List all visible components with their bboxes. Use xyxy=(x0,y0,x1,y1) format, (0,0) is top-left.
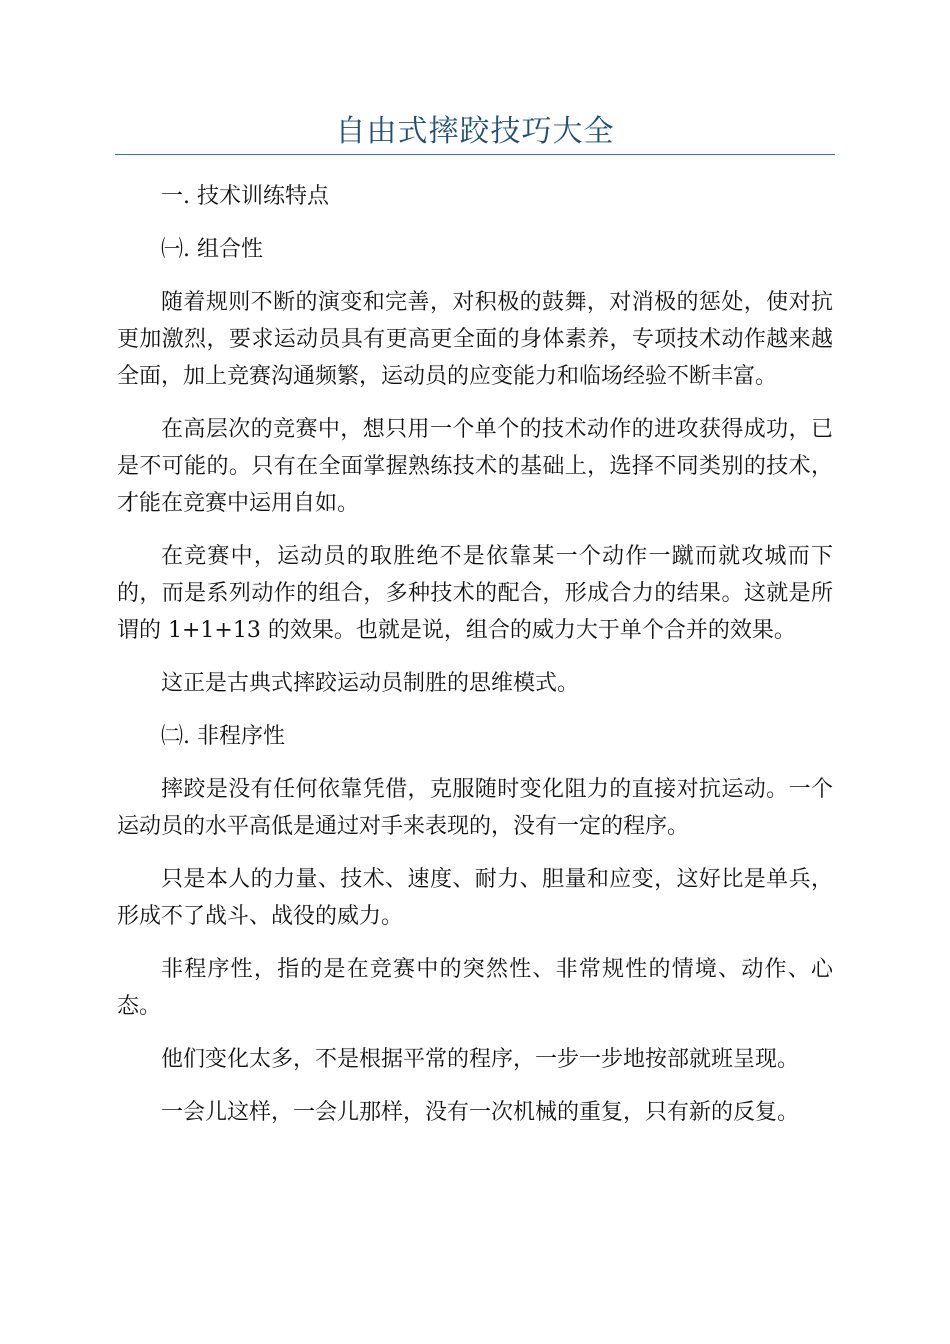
subsection-heading: ㈠. 组合性 xyxy=(161,237,263,262)
document-title: 自由式摔跤技巧大全 xyxy=(335,114,615,149)
title-underline xyxy=(115,154,835,155)
paragraph-spacer xyxy=(117,522,833,538)
section-heading: 一. 技术训练特点 xyxy=(161,184,329,209)
paragraph-spacer xyxy=(117,755,833,771)
body-paragraph: 只是本人的力量、技术、速度、耐力、胆量和应变，这好比是单兵，形成不了战斗、战役的威力。 xyxy=(117,867,833,929)
body-paragraph: 随着规则不断的演变和完善，对积极的鼓舞，对消极的惩处，使对抗更加激烈，要求运动员具有更高更全面的身体素养，专项技术动作越来越全面，加上竞赛沟通频繁，运动员的应变能力和临场经验不断丰富。 xyxy=(117,290,833,389)
document-body xyxy=(117,178,833,1131)
paragraph-spacer xyxy=(117,268,833,284)
body-paragraph: 摔跤是没有任何依靠凭借，克服随时变化阻力的直接对抗运动。一个运动员的水平高低是通过对手来表现的，没有一定的程序。 xyxy=(117,777,833,839)
paragraph-spacer xyxy=(117,935,833,951)
body-paragraph: 一会儿这样，一会儿那样，没有一次机械的重复，只有新的反复。 xyxy=(161,1100,800,1125)
paragraph-spacer xyxy=(117,845,833,861)
paragraph-spacer xyxy=(117,1025,833,1041)
body-paragraph: 他们变化太多，不是根据平常的程序，一步一步地按部就班呈现。 xyxy=(161,1047,800,1072)
paragraph-spacer xyxy=(117,215,833,231)
body-paragraph: 在高层次的竞赛中，想只用一个单个的技术动作的进攻获得成功，已是不可能的。只有在全面掌握熟练技术的基础上，选择不同类别的技术，才能在竞赛中运用自如。 xyxy=(117,417,833,516)
subsection-heading: ㈡. 非程序性 xyxy=(161,724,285,749)
paragraph-spacer xyxy=(117,395,833,411)
body-paragraph: 非程序性，指的是在竞赛中的突然性、非常规性的情境、动作、心态。 xyxy=(117,957,833,1019)
paragraph-spacer xyxy=(117,1078,833,1094)
body-paragraph: 在竞赛中，运动员的取胜绝不是依靠某一个动作一蹴而就攻城而下的，而是系列动作的组合，多种技术的配合，形成合力的结果。这就是所谓的 1+1+13 的效果。也就是说，组合的威力大于单个合并的效果。 xyxy=(117,544,833,643)
paragraph-spacer xyxy=(117,649,833,665)
body-paragraph: 这正是古典式摔跤运动员制胜的思维模式。 xyxy=(161,671,580,696)
paragraph-spacer xyxy=(117,702,833,718)
